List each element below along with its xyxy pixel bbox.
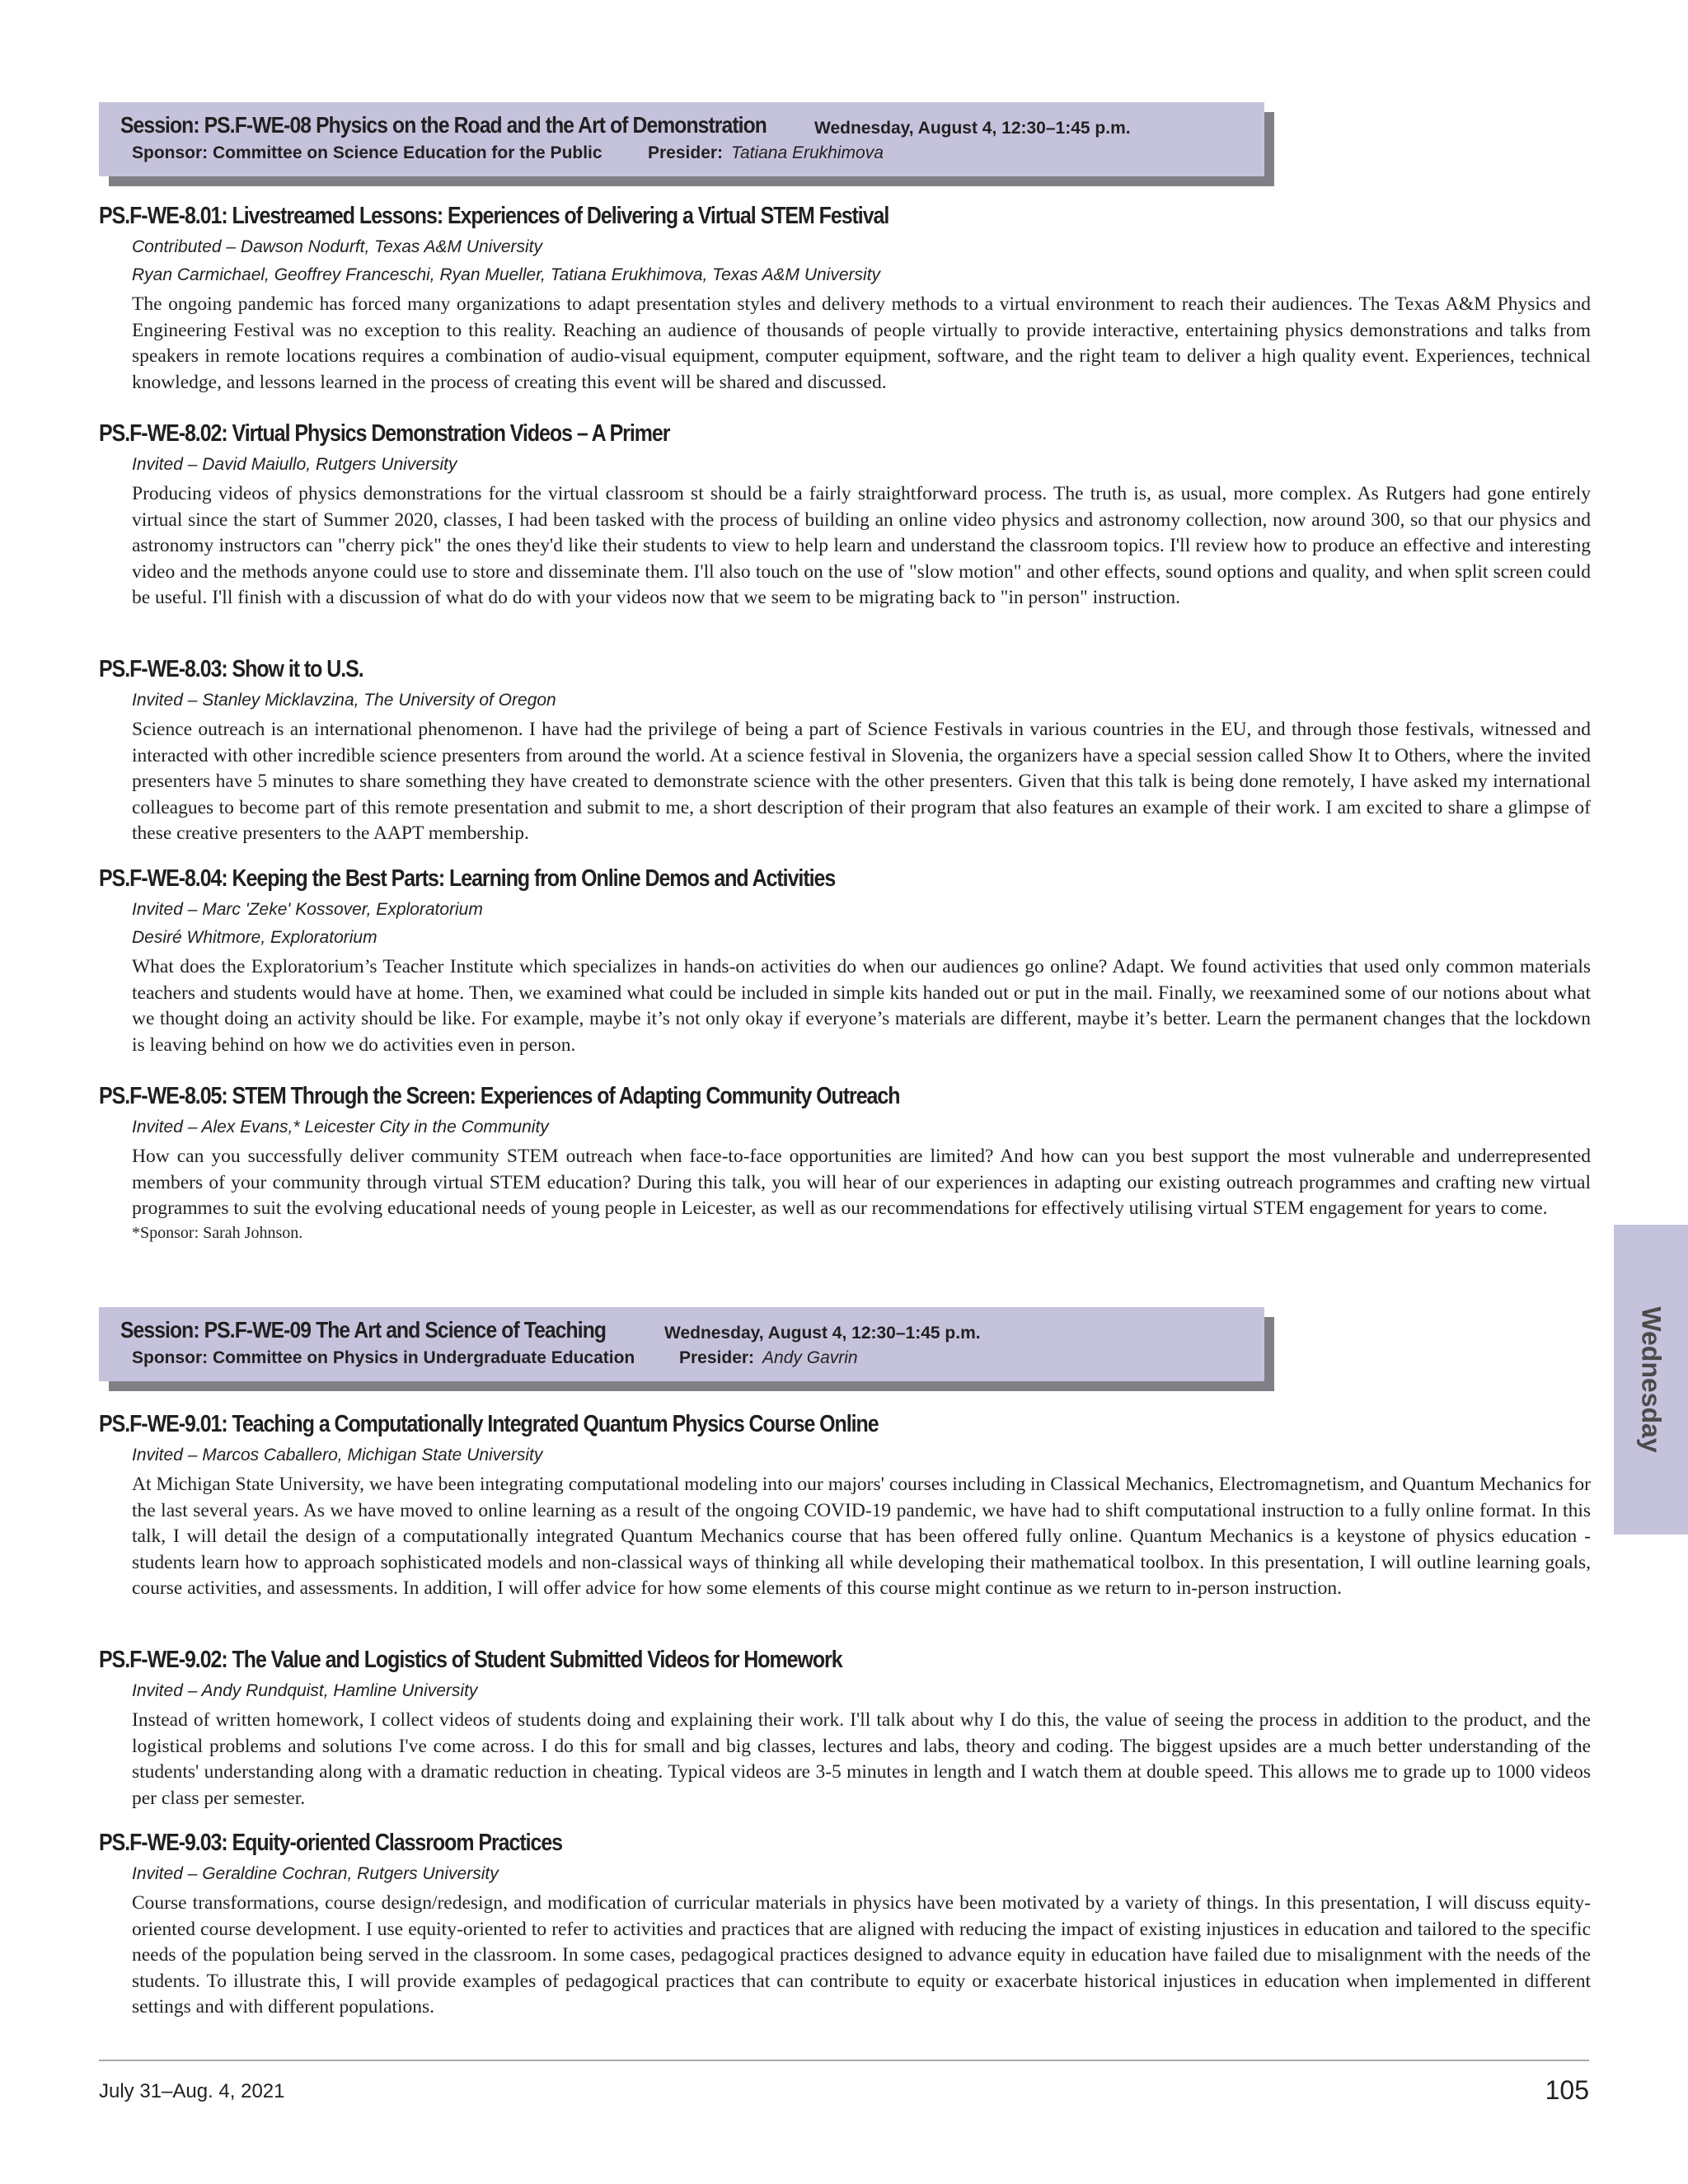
abstract-body: Instead of written homework, I collect videos of students doing and explaining their work. I'll talk about why I do this, the value of seeing the process in addition to the product, and the logistical problems and solutions I've come across. I do this for small and big classes, lectures and labs, theory and coding. The biggest upsides are a much better understanding of the students' understanding along with a dramatic reduction in cheating. Typical videos are 3-5 minutes in length and I watch them at double speed. This allows me to grade up to 1000 videos per class per semester. bbox=[132, 1709, 1591, 1809]
sponsor-footnote: *Sponsor: Sarah Johnson. bbox=[132, 1223, 303, 1242]
presider-label: Presider: bbox=[679, 1348, 755, 1367]
abstract-title: PS.F-WE-9.01: Teaching a Computationally Integrated Quantum Physics Course Online bbox=[99, 1411, 879, 1437]
abstract bbox=[99, 864, 1591, 1058]
abstract-body: What does the Exploratorium’s Teacher Institute which specializes in hands-on activities do when our audiences go online? Adapt. We found activities that used only common materials teachers and students would have at home. Then, we examined what could be included in simple kits handed out or put in the mail. Finally, we reexamined some of our notions about what we thought doing an activity should be like. For example, maybe it’s not only okay if everyone’s materials are different, maybe it’s better. Learn the permanent changes that the lockdown is leaving behind on how we do activities even in person. bbox=[132, 956, 1591, 1056]
abstract bbox=[99, 1409, 1591, 1602]
abstract-title: PS.F-WE-8.04: Keeping the Best Parts: Learning from Online Demos and Activities bbox=[99, 865, 836, 892]
day-side-tab-label: Wednesday bbox=[1636, 1306, 1667, 1453]
footer-date: July 31–Aug. 4, 2021 bbox=[99, 2080, 285, 2102]
session-presider bbox=[648, 143, 884, 163]
abstract bbox=[99, 654, 1591, 847]
abstract-body: Producing videos of physics demonstrations for the virtual classroom st should be a fairly straightforward process. The truth is, as usual, more complex. As Rutgers had gone entirely virtual since the start of Summer 2020, classes, I had been tasked with the process of building an online video physics and astronomy collection, now around 300, so that our physics and astronomy instructors can "cherry pick" the ones they'd like their students to view to help learn and understand the classroom topics. I'll review how to produce an effective and interesting video and the methods anyone could use to store and disseminate them. I'll also touch on the use of "slow motion" and other effects, sound options and quality, and when split screen could be useful. I'll finish with a discussion of what do do with your videos now that we seem to be migrating back to "in person" instruction. bbox=[132, 483, 1591, 608]
session-date: Wednesday, August 4, 12:30–1:45 p.m. bbox=[814, 119, 1131, 138]
abstract-title: PS.F-WE-9.03: Equity-oriented Classroom Practices bbox=[99, 1830, 563, 1856]
abstract-author: Ryan Carmichael, Geoffrey Franceschi, Ryan Mueller, Tatiana Erukhimova, Texas A&M University bbox=[132, 265, 881, 284]
abstract-title: PS.F-WE-9.02: The Value and Logistics of Student Submitted Videos for Homework bbox=[99, 1647, 842, 1673]
abstract-body: Course transformations, course design/redesign, and modification of curricular materials in physics have been motivated by a variety of things. In this presentation, I will discuss equity-oriented course development. I use equity-oriented to refer to activities and practices that are aligned with reducing the impact of existing injustices in education and tailored to the specific needs of the population being served in the classroom. In some cases, pedagogical practices designed to advance equity in education have failed due to misalignment with the needs of the students. To illustrate this, I will provide examples of pedagogical practices that can contribute to equity or exacerbate historical injustices in education when implemented in different settings and with different populations. bbox=[132, 1892, 1591, 2018]
session-date: Wednesday, August 4, 12:30–1:45 p.m. bbox=[664, 1324, 981, 1343]
session-presider bbox=[679, 1348, 858, 1368]
day-side-tab bbox=[1614, 1225, 1688, 1535]
abstract-author: Invited – David Maiullo, Rutgers University bbox=[132, 455, 457, 474]
abstract-body: How can you successfully deliver community STEM outreach when face-to-face opportunities are limited? And how can you best support the most vulnerable and underrepresented members of your community through virtual STEM education? During this talk, you will hear of our experiences in adapting our existing outreach programmes and crafting new virtual programmes to suit the evolving educational needs of young people in Leicester, as well as our recommendations for effectively utilising virtual STEM engagement for years to come. bbox=[132, 1146, 1591, 1219]
abstract-title: PS.F-WE-8.05: STEM Through the Screen: Experiences of Adapting Community Outreach bbox=[99, 1083, 900, 1109]
page-number: 105 bbox=[1545, 2075, 1589, 2105]
abstract-author: Desiré Whitmore, Exploratorium bbox=[132, 928, 377, 947]
abstract-body: Science outreach is an international phenomenon. I have had the privilege of being a part of Science Festivals in various countries in the EU, and through those festivals, witnessed and interacted with other incredible science presenters from around the world. At a science festival in Slovenia, the organizers have a special session called Show It to Others, where the invited presenters have 5 minutes to share something they have created to demonstrate science with the other presenters. Given that this talk is being done remotely, I have asked my international colleagues to become part of this remote presentation and submit to me, a short description of their program that also features an example of their work. I am excited to share a glimpse of these creative presenters to the AAPT membership. bbox=[132, 719, 1591, 844]
session-header-box bbox=[99, 102, 1264, 176]
abstract-title: PS.F-WE-8.02: Virtual Physics Demonstration Videos – A Primer bbox=[99, 420, 670, 447]
abstract-author: Invited – Geraldine Cochran, Rutgers University bbox=[132, 1864, 499, 1883]
abstract bbox=[99, 1081, 1591, 1244]
abstract-title: PS.F-WE-8.03: Show it to U.S. bbox=[99, 656, 363, 682]
presider-label: Presider: bbox=[648, 143, 724, 162]
abstract-author: Invited – Andy Rundquist, Hamline University bbox=[132, 1681, 478, 1700]
abstract-author: Invited – Marc 'Zeke' Kossover, Exploratorium bbox=[132, 900, 483, 919]
session-header bbox=[99, 1307, 1264, 1381]
abstract-body: At Michigan State University, we have been integrating computational modeling into our majors' courses including in Classical Mechanics, Electromagnetism, and Quantum Mechanics for the last several years. As we have moved to online learning as a result of the ongoing COVID-19 pandemic, we have had to shift computational instruction to a fully online format. In this talk, I will detail the design of a computationally integrated Quantum Mechanics course that has been offered fully online. Quantum Mechanics is a keystone of physics education - students learn how to approach sophisticated models and non-classical ways of thinking all while developing their mathematical toolbox. In this presentation, I will outline learning goals, course activities, and assessments. In addition, I will offer advice for how some elements of this course might continue as we return to in-person instruction. bbox=[132, 1474, 1591, 1599]
session-sponsor: Sponsor: Committee on Physics in Undergraduate Education bbox=[132, 1348, 635, 1367]
abstract-author: Invited – Marcos Caballero, Michigan State University bbox=[132, 1446, 543, 1465]
session-sponsor: Sponsor: Committee on Science Education for the Public bbox=[132, 143, 603, 162]
abstract-author: Invited – Alex Evans,* Leicester City in the Community bbox=[132, 1118, 549, 1137]
session-title: Session: PS.F-WE-08 Physics on the Road and the Art of Demonstration bbox=[120, 112, 767, 138]
abstract bbox=[99, 201, 1591, 396]
session-header bbox=[99, 102, 1264, 176]
session-header-box bbox=[99, 1307, 1264, 1381]
abstract bbox=[99, 1828, 1591, 2021]
abstract-author: Contributed – Dawson Nodurft, Texas A&M University bbox=[132, 237, 542, 256]
abstract-title: PS.F-WE-8.01: Livestreamed Lessons: Experiences of Delivering a Virtual STEM Festival bbox=[99, 203, 889, 229]
abstract bbox=[99, 419, 1591, 612]
session-title: Session: PS.F-WE-09 The Art and Science of Teaching bbox=[120, 1317, 607, 1343]
abstract bbox=[99, 1645, 1591, 1811]
abstract-author: Invited – Stanley Micklavzina, The University of Oregon bbox=[132, 691, 556, 710]
presider-name: Andy Gavrin bbox=[762, 1348, 858, 1367]
abstract-body: The ongoing pandemic has forced many organizations to adapt presentation styles and delivery methods to a virtual environment to reach their audiences. The Texas A&M Physics and Engineering Festival was no exception to this reality. Reaching an audience of thousands of people virtually to provide interactive, entertaining physics demonstrations and talks from speakers in remote locations requires a combination of audio-visual equipment, computer equipment, software, and the right team to deliver a high quality event. Experiences, technical knowledge, and lessons learned in the process of creating this event will be shared and discussed. bbox=[132, 293, 1591, 393]
footer-divider bbox=[99, 2060, 1589, 2061]
presider-name: Tatiana Erukhimova bbox=[731, 143, 884, 162]
